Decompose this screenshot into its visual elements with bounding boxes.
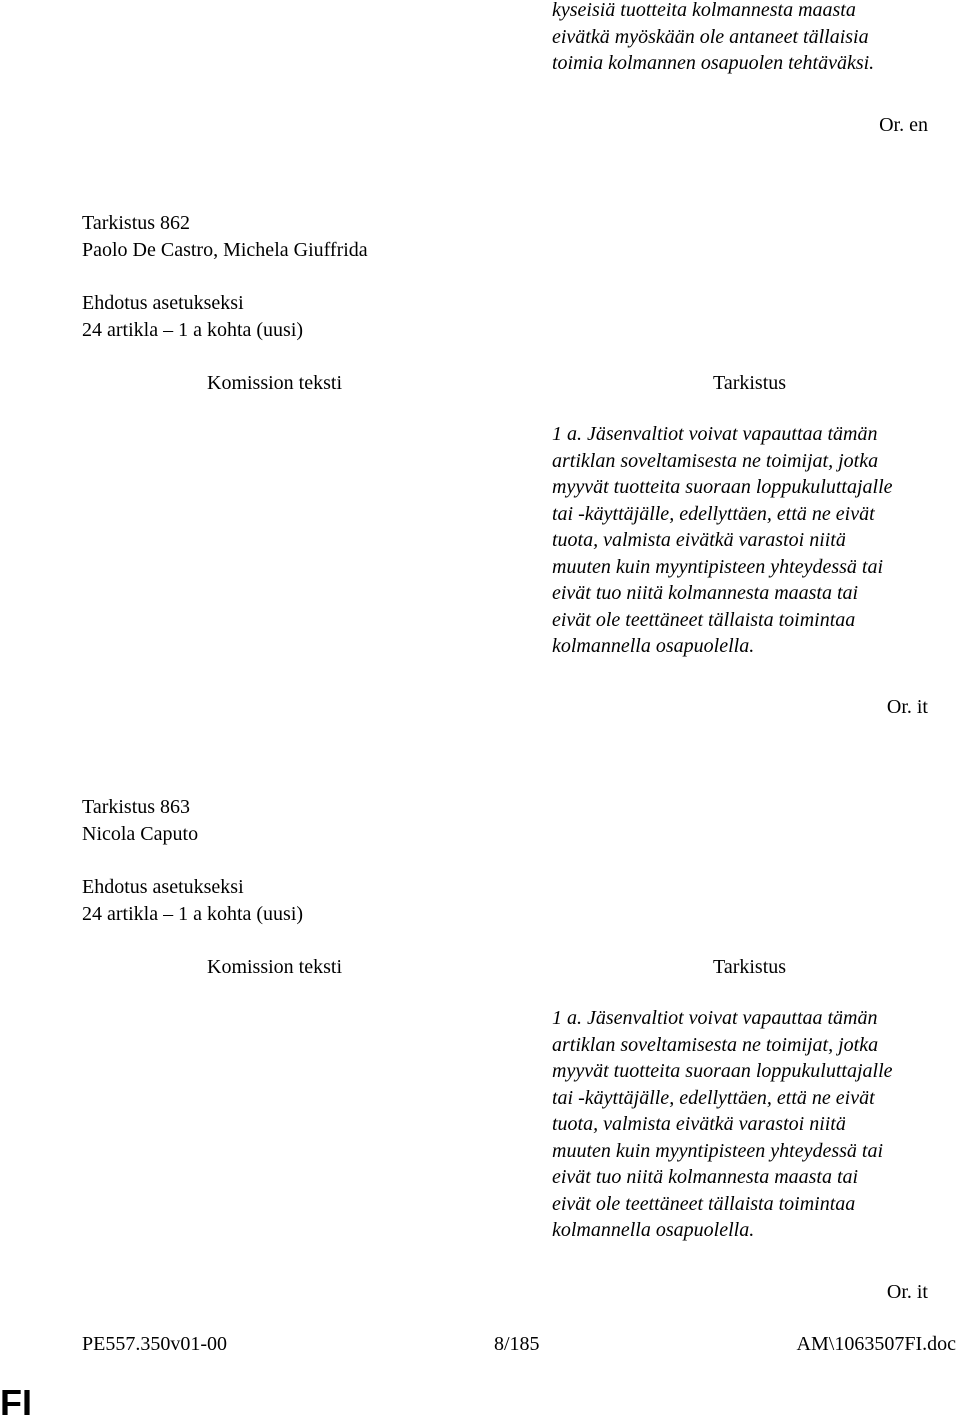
page-number: 8/185 xyxy=(494,1333,540,1355)
amendment-text-line: eivät tuo niitä kolmannesta maasta tai xyxy=(552,582,859,604)
language-code: FI xyxy=(0,1382,32,1423)
continuation-line: eivätkä myöskään ole antaneet tällaisia xyxy=(552,25,869,48)
amendment-text-line: 1 a. Jäsenvaltiot voivat vapauttaa tämän xyxy=(552,1007,878,1029)
proposal-type: Ehdotus asetukseksi xyxy=(82,876,244,898)
amendment-text-line: kolmannella osapuolella. xyxy=(552,1219,755,1241)
amendment-text-line: muuten kuin myyntipisteen yhteydessä tai xyxy=(552,555,884,578)
document-reference: PE557.350v01-00 xyxy=(82,1333,227,1355)
origin-language: Or. it xyxy=(886,696,928,718)
amendment-text-line: artiklan soveltamisesta ne toimijat, jotka xyxy=(552,449,879,472)
amendment-title: Tarkistus 863 xyxy=(82,796,191,818)
amendment-text-line: kolmannella osapuolella. xyxy=(552,635,755,657)
amendment-text-line: tai -käyttäjälle, edellyttäen, että ne eivät xyxy=(552,1086,875,1109)
column-header-commission: Komission teksti xyxy=(207,372,343,394)
continuation-line: toimia kolmannen osapuolen tehtäväksi. xyxy=(552,52,875,74)
amendment-text-line: tuota, valmista eivätkä varastoi niitä xyxy=(552,1113,846,1135)
article-reference: 24 artikla – 1 a kohta (uusi) xyxy=(82,903,304,925)
amendment-text-line: myyvät tuotteita suoraan loppukuluttajalle xyxy=(552,1060,893,1082)
amendment-text-line: artiklan soveltamisesta ne toimijat, jotka xyxy=(552,1033,879,1056)
amendment-authors: Paolo De Castro, Michela Giuffrida xyxy=(82,239,368,261)
amendment-text-line: 1 a. Jäsenvaltiot voivat vapauttaa tämän xyxy=(552,423,878,445)
article-reference: 24 artikla – 1 a kohta (uusi) xyxy=(82,319,304,341)
continuation-line: kyseisiä tuotteita kolmannesta maasta xyxy=(552,0,856,21)
column-header-commission: Komission teksti xyxy=(207,956,343,978)
file-reference: AM\1063507FI.doc xyxy=(796,1333,956,1355)
amendment-text-line: tai -käyttäjälle, edellyttäen, että ne eivät xyxy=(552,502,875,525)
amendment-authors: Nicola Caputo xyxy=(82,823,199,845)
proposal-type: Ehdotus asetukseksi xyxy=(82,292,244,314)
amendment-title: Tarkistus 862 xyxy=(82,212,191,234)
amendment-text xyxy=(552,421,960,660)
amendment-text-line: myyvät tuotteita suoraan loppukuluttajalle xyxy=(552,476,893,498)
origin-language: Or. it xyxy=(886,1281,928,1303)
column-header-amendment: Tarkistus xyxy=(713,372,787,394)
amendment-text-line: eivät ole teettäneet tällaista toimintaa xyxy=(552,1192,856,1215)
amendment-text-line: tuota, valmista eivätkä varastoi niitä xyxy=(552,529,846,551)
continuation-text xyxy=(552,0,960,77)
amendment-text-line: muuten kuin myyntipisteen yhteydessä tai xyxy=(552,1139,884,1162)
amendment-text-line: eivät tuo niitä kolmannesta maasta tai xyxy=(552,1166,859,1188)
origin-language: Or. en xyxy=(879,114,928,136)
amendment-text xyxy=(552,1005,960,1244)
amendment-text-line: eivät ole teettäneet tällaista toimintaa xyxy=(552,608,856,631)
column-header-amendment: Tarkistus xyxy=(713,956,787,978)
